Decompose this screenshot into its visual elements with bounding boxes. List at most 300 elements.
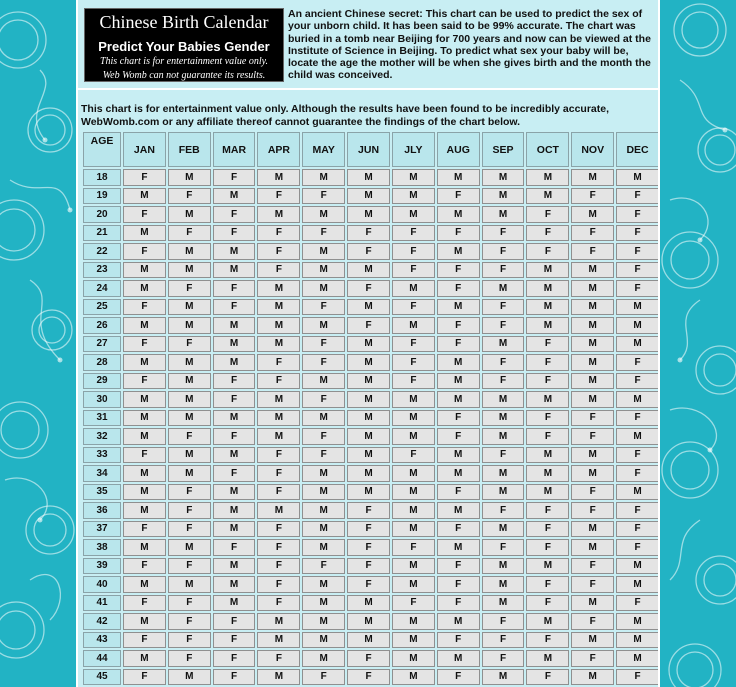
gender-cell: M: [257, 299, 300, 316]
intro-text: An ancient Chinese secret: This chart can be used to predict the sex of your unborn child. It has been said to be 99% accurate. The chart was buried in a tomb near Beijing for 700 years and now can be viewed at the Institute of Science in Beijing. To predict what sex your baby will be, locate the age the mother will be when she gives birth and the month the child was conceived.: [288, 8, 651, 82]
gender-cell: F: [437, 669, 480, 686]
gender-cell: F: [213, 669, 256, 686]
gender-cell: M: [257, 391, 300, 408]
gender-cell: M: [257, 206, 300, 223]
gender-cell: M: [302, 521, 345, 538]
gender-cell: F: [213, 391, 256, 408]
gender-cell: F: [482, 262, 525, 279]
gender-cell: M: [347, 354, 390, 371]
gender-cell: M: [526, 484, 569, 501]
gender-cell: M: [347, 484, 390, 501]
gender-cell: F: [257, 484, 300, 501]
gender-cell: F: [347, 650, 390, 667]
gender-cell: F: [571, 502, 614, 519]
gender-cell: F: [257, 447, 300, 464]
gender-cell: M: [392, 613, 435, 630]
gender-cell: M: [392, 206, 435, 223]
disclaimer-text: This chart is for entertainment value only. Although the results have been found to be incredibly accurate, WebWomb.com or any affiliate thereof cannot guarantee the findings of the chart below.: [81, 103, 610, 128]
gender-cell: F: [123, 206, 166, 223]
gender-cell: F: [257, 225, 300, 242]
gender-cell: F: [347, 280, 390, 297]
gender-cell: M: [437, 169, 480, 186]
gender-cell: M: [482, 188, 525, 205]
table-row: [83, 502, 659, 519]
gender-cell: M: [437, 373, 480, 390]
gender-cell: M: [257, 613, 300, 630]
age-cell: 40: [83, 576, 121, 593]
gender-cell: M: [392, 410, 435, 427]
gender-cell: M: [347, 428, 390, 445]
gender-cell: F: [437, 410, 480, 427]
gender-cell: M: [302, 595, 345, 612]
gender-cell: M: [347, 632, 390, 649]
gender-cell: M: [482, 595, 525, 612]
gender-cell: M: [257, 632, 300, 649]
gender-cell: M: [168, 317, 211, 334]
gender-cell: M: [482, 280, 525, 297]
table-row: [83, 465, 659, 482]
gender-cell: M: [168, 299, 211, 316]
gender-cell: F: [213, 299, 256, 316]
table-row: [83, 299, 659, 316]
gender-cell: F: [347, 502, 390, 519]
gender-cell: M: [347, 391, 390, 408]
gender-cell: M: [437, 465, 480, 482]
gender-cell: F: [213, 280, 256, 297]
gender-cell: F: [571, 188, 614, 205]
table-row: [83, 280, 659, 297]
gender-cell: M: [168, 410, 211, 427]
gender-cell: M: [347, 169, 390, 186]
gender-cell: M: [526, 262, 569, 279]
age-cell: 44: [83, 650, 121, 667]
table-row: [83, 428, 659, 445]
gender-cell: M: [571, 299, 614, 316]
month-header: NOV: [571, 132, 614, 167]
gender-cell: F: [168, 613, 211, 630]
gender-cell: M: [302, 484, 345, 501]
gender-cell: M: [616, 484, 659, 501]
table-row: [83, 206, 659, 223]
gender-cell: F: [526, 336, 569, 353]
gender-cell: M: [616, 428, 659, 445]
age-cell: 18: [83, 169, 121, 186]
gender-cell: M: [123, 317, 166, 334]
age-cell: 38: [83, 539, 121, 556]
age-cell: 31: [83, 410, 121, 427]
gender-cell: F: [526, 539, 569, 556]
gender-cell: F: [257, 558, 300, 575]
logo-note-2: Web Womb can not guarantee its results.: [102, 70, 266, 81]
gender-cell: F: [392, 262, 435, 279]
gender-cell: F: [213, 539, 256, 556]
gender-cell: F: [347, 539, 390, 556]
gender-cell: F: [123, 595, 166, 612]
gender-cell: F: [392, 243, 435, 260]
page-header: [78, 0, 660, 88]
gender-cell: F: [571, 484, 614, 501]
gender-cell: F: [257, 539, 300, 556]
gender-cell: M: [482, 391, 525, 408]
gender-cell: M: [302, 539, 345, 556]
gender-cell: M: [392, 632, 435, 649]
gender-cell: F: [123, 669, 166, 686]
gender-cell: F: [213, 428, 256, 445]
gender-cell: F: [302, 447, 345, 464]
gender-cell: M: [616, 632, 659, 649]
gender-cell: F: [347, 317, 390, 334]
gender-cell: M: [302, 502, 345, 519]
gender-cell: M: [168, 354, 211, 371]
gender-cell: M: [392, 428, 435, 445]
gender-cell: M: [123, 465, 166, 482]
gender-cell: F: [482, 539, 525, 556]
gender-cell: F: [392, 336, 435, 353]
gender-cell: M: [392, 317, 435, 334]
gender-cell: F: [347, 225, 390, 242]
gender-cell: F: [526, 225, 569, 242]
gender-cell: F: [257, 373, 300, 390]
table-row: [83, 576, 659, 593]
gender-cell: M: [123, 225, 166, 242]
gender-cell: M: [123, 262, 166, 279]
gender-cell: M: [526, 391, 569, 408]
gender-cell: F: [526, 521, 569, 538]
gender-cell: F: [482, 354, 525, 371]
age-cell: 30: [83, 391, 121, 408]
gender-cell: F: [616, 373, 659, 390]
gender-cell: F: [482, 447, 525, 464]
age-cell: 28: [83, 354, 121, 371]
month-header: OCT: [526, 132, 569, 167]
gender-cell: F: [616, 225, 659, 242]
gender-cell: M: [616, 169, 659, 186]
table-row: [83, 169, 659, 186]
gender-cell: M: [257, 428, 300, 445]
gender-cell: F: [213, 632, 256, 649]
gender-cell: F: [571, 243, 614, 260]
gender-cell: F: [257, 354, 300, 371]
gender-cell: M: [123, 391, 166, 408]
gender-cell: F: [526, 410, 569, 427]
gender-cell: M: [571, 521, 614, 538]
gender-cell: M: [616, 613, 659, 630]
logo-title: Chinese Birth Calendar: [99, 12, 269, 32]
gender-cell: M: [213, 558, 256, 575]
gender-cell: F: [347, 558, 390, 575]
gender-cell: M: [616, 391, 659, 408]
age-cell: 27: [83, 336, 121, 353]
gender-cell: M: [302, 206, 345, 223]
gender-cell: M: [257, 280, 300, 297]
age-cell: 26: [83, 317, 121, 334]
gender-cell: F: [257, 521, 300, 538]
gender-cell: M: [168, 243, 211, 260]
gender-cell: F: [123, 373, 166, 390]
gender-cell: F: [482, 373, 525, 390]
gender-cell: F: [257, 595, 300, 612]
age-column-header: AGE: [83, 132, 121, 167]
table-row: [83, 188, 659, 205]
age-cell: 34: [83, 465, 121, 482]
gender-cell: M: [392, 484, 435, 501]
gender-cell: M: [213, 484, 256, 501]
gender-cell: F: [257, 188, 300, 205]
logo-subtitle: Predict Your Babies Gender: [98, 39, 270, 54]
gender-cell: F: [437, 632, 480, 649]
gender-cell: M: [571, 280, 614, 297]
gender-cell: F: [482, 650, 525, 667]
gender-cell: F: [482, 613, 525, 630]
gender-cell: F: [213, 169, 256, 186]
gender-cell: M: [168, 576, 211, 593]
gender-cell: M: [526, 280, 569, 297]
table-row: [83, 595, 659, 612]
table-row: [83, 539, 659, 556]
gender-cell: M: [347, 188, 390, 205]
gender-cell: F: [168, 595, 211, 612]
gender-cell: M: [482, 410, 525, 427]
age-cell: 32: [83, 428, 121, 445]
age-cell: 21: [83, 225, 121, 242]
table-row: [83, 484, 659, 501]
gender-cell: M: [526, 650, 569, 667]
gender-cell: M: [482, 336, 525, 353]
gender-cell: M: [123, 410, 166, 427]
month-header: MAY: [302, 132, 345, 167]
gender-cell: F: [302, 225, 345, 242]
gender-cell: M: [302, 576, 345, 593]
age-cell: 42: [83, 613, 121, 630]
gender-cell: F: [526, 576, 569, 593]
gender-cell: M: [526, 465, 569, 482]
age-cell: 45: [83, 669, 121, 686]
gender-cell: M: [571, 465, 614, 482]
gender-cell: M: [437, 502, 480, 519]
gender-cell: F: [482, 632, 525, 649]
gender-cell: M: [392, 280, 435, 297]
table-body: [83, 169, 659, 685]
gender-cell: F: [526, 373, 569, 390]
gender-cell: M: [302, 280, 345, 297]
gender-cell: M: [437, 206, 480, 223]
gender-cell: F: [302, 299, 345, 316]
gender-cell: F: [526, 206, 569, 223]
gender-cell: F: [257, 262, 300, 279]
age-cell: 19: [83, 188, 121, 205]
gender-cell: M: [257, 410, 300, 427]
gender-cell: M: [482, 576, 525, 593]
gender-cell: M: [526, 188, 569, 205]
gender-cell: M: [437, 354, 480, 371]
gender-cell: M: [213, 262, 256, 279]
gender-cell: F: [437, 428, 480, 445]
age-cell: 24: [83, 280, 121, 297]
gender-cell: F: [571, 558, 614, 575]
gender-cell: M: [437, 299, 480, 316]
gender-cell: F: [257, 650, 300, 667]
gender-cell: M: [302, 650, 345, 667]
gender-cell: M: [213, 576, 256, 593]
gender-cell: F: [526, 595, 569, 612]
table-row: [83, 391, 659, 408]
gender-cell: F: [437, 280, 480, 297]
gender-cell: M: [213, 502, 256, 519]
gender-cell: F: [302, 336, 345, 353]
gender-cell: F: [437, 521, 480, 538]
gender-cell: M: [571, 391, 614, 408]
gender-cell: F: [213, 206, 256, 223]
gender-cell: M: [168, 262, 211, 279]
gender-cell: M: [616, 650, 659, 667]
gender-cell: F: [168, 502, 211, 519]
age-cell: 29: [83, 373, 121, 390]
gender-cell: F: [347, 669, 390, 686]
gender-cell: M: [571, 595, 614, 612]
gender-cell: F: [571, 410, 614, 427]
gender-cell: M: [347, 206, 390, 223]
month-header: AUG: [437, 132, 480, 167]
birth-calendar-table: [81, 130, 660, 687]
gender-cell: F: [437, 317, 480, 334]
gender-cell: M: [571, 354, 614, 371]
gender-cell: M: [482, 206, 525, 223]
gender-cell: M: [482, 428, 525, 445]
gender-cell: M: [392, 576, 435, 593]
gender-cell: F: [571, 576, 614, 593]
gender-cell: M: [482, 521, 525, 538]
month-header: JAN: [123, 132, 166, 167]
gender-cell: F: [123, 336, 166, 353]
gender-cell: F: [392, 373, 435, 390]
gender-cell: M: [123, 280, 166, 297]
gender-cell: F: [437, 336, 480, 353]
gender-cell: M: [616, 336, 659, 353]
gender-cell: F: [123, 558, 166, 575]
gender-cell: F: [616, 669, 659, 686]
gender-cell: F: [437, 595, 480, 612]
month-header: SEP: [482, 132, 525, 167]
gender-cell: M: [302, 317, 345, 334]
gender-cell: M: [168, 391, 211, 408]
gender-cell: M: [257, 669, 300, 686]
gender-cell: F: [616, 465, 659, 482]
gender-cell: F: [168, 484, 211, 501]
gender-cell: F: [168, 558, 211, 575]
gender-cell: F: [571, 613, 614, 630]
gender-cell: M: [213, 410, 256, 427]
gender-cell: F: [168, 336, 211, 353]
gender-cell: M: [347, 613, 390, 630]
gender-cell: M: [213, 354, 256, 371]
gender-cell: M: [347, 447, 390, 464]
gender-cell: F: [347, 243, 390, 260]
table-row: [83, 262, 659, 279]
gender-cell: F: [526, 502, 569, 519]
gender-cell: F: [616, 521, 659, 538]
gender-cell: F: [392, 354, 435, 371]
gender-cell: M: [347, 373, 390, 390]
age-cell: 35: [83, 484, 121, 501]
gender-cell: F: [482, 317, 525, 334]
gender-cell: F: [526, 632, 569, 649]
gender-cell: F: [392, 539, 435, 556]
gender-cell: F: [257, 465, 300, 482]
gender-cell: M: [437, 613, 480, 630]
gender-cell: M: [437, 447, 480, 464]
age-cell: 37: [83, 521, 121, 538]
gender-cell: M: [526, 447, 569, 464]
gender-cell: M: [571, 169, 614, 186]
gender-cell: M: [571, 539, 614, 556]
gender-cell: M: [302, 169, 345, 186]
table-row: [83, 225, 659, 242]
gender-cell: F: [437, 484, 480, 501]
gender-cell: M: [168, 373, 211, 390]
gender-cell: F: [526, 669, 569, 686]
gender-cell: F: [347, 521, 390, 538]
gender-cell: F: [123, 521, 166, 538]
gender-cell: F: [616, 410, 659, 427]
gender-cell: M: [616, 299, 659, 316]
gender-cell: M: [437, 391, 480, 408]
table-row: [83, 317, 659, 334]
table-row: [83, 558, 659, 575]
gender-cell: M: [571, 447, 614, 464]
age-cell: 39: [83, 558, 121, 575]
month-header: APR: [257, 132, 300, 167]
gender-cell: M: [571, 317, 614, 334]
gender-cell: F: [616, 206, 659, 223]
gender-cell: M: [571, 669, 614, 686]
gender-cell: M: [123, 484, 166, 501]
gender-cell: M: [257, 169, 300, 186]
month-header: MAR: [213, 132, 256, 167]
gender-cell: M: [257, 336, 300, 353]
gender-cell: F: [123, 447, 166, 464]
gender-cell: M: [123, 539, 166, 556]
gender-cell: M: [482, 558, 525, 575]
gender-cell: F: [123, 299, 166, 316]
table-row: [83, 650, 659, 667]
gender-cell: M: [437, 539, 480, 556]
site-logo: [84, 8, 284, 82]
gender-cell: M: [213, 521, 256, 538]
gender-cell: F: [571, 428, 614, 445]
gender-cell: F: [168, 225, 211, 242]
table-row: [83, 410, 659, 427]
gender-cell: M: [392, 669, 435, 686]
gender-cell: M: [123, 613, 166, 630]
gender-cell: F: [392, 225, 435, 242]
gender-cell: F: [526, 428, 569, 445]
gender-cell: M: [482, 484, 525, 501]
gender-cell: F: [213, 465, 256, 482]
gender-cell: F: [168, 280, 211, 297]
gender-cell: M: [302, 262, 345, 279]
gender-cell: F: [392, 299, 435, 316]
gender-cell: M: [168, 669, 211, 686]
gender-cell: F: [616, 447, 659, 464]
gender-cell: F: [168, 428, 211, 445]
gender-cell: F: [302, 354, 345, 371]
gender-cell: M: [302, 465, 345, 482]
gender-cell: F: [213, 613, 256, 630]
gender-cell: F: [616, 595, 659, 612]
gender-cell: M: [392, 391, 435, 408]
gender-cell: F: [257, 243, 300, 260]
gender-cell: F: [616, 502, 659, 519]
